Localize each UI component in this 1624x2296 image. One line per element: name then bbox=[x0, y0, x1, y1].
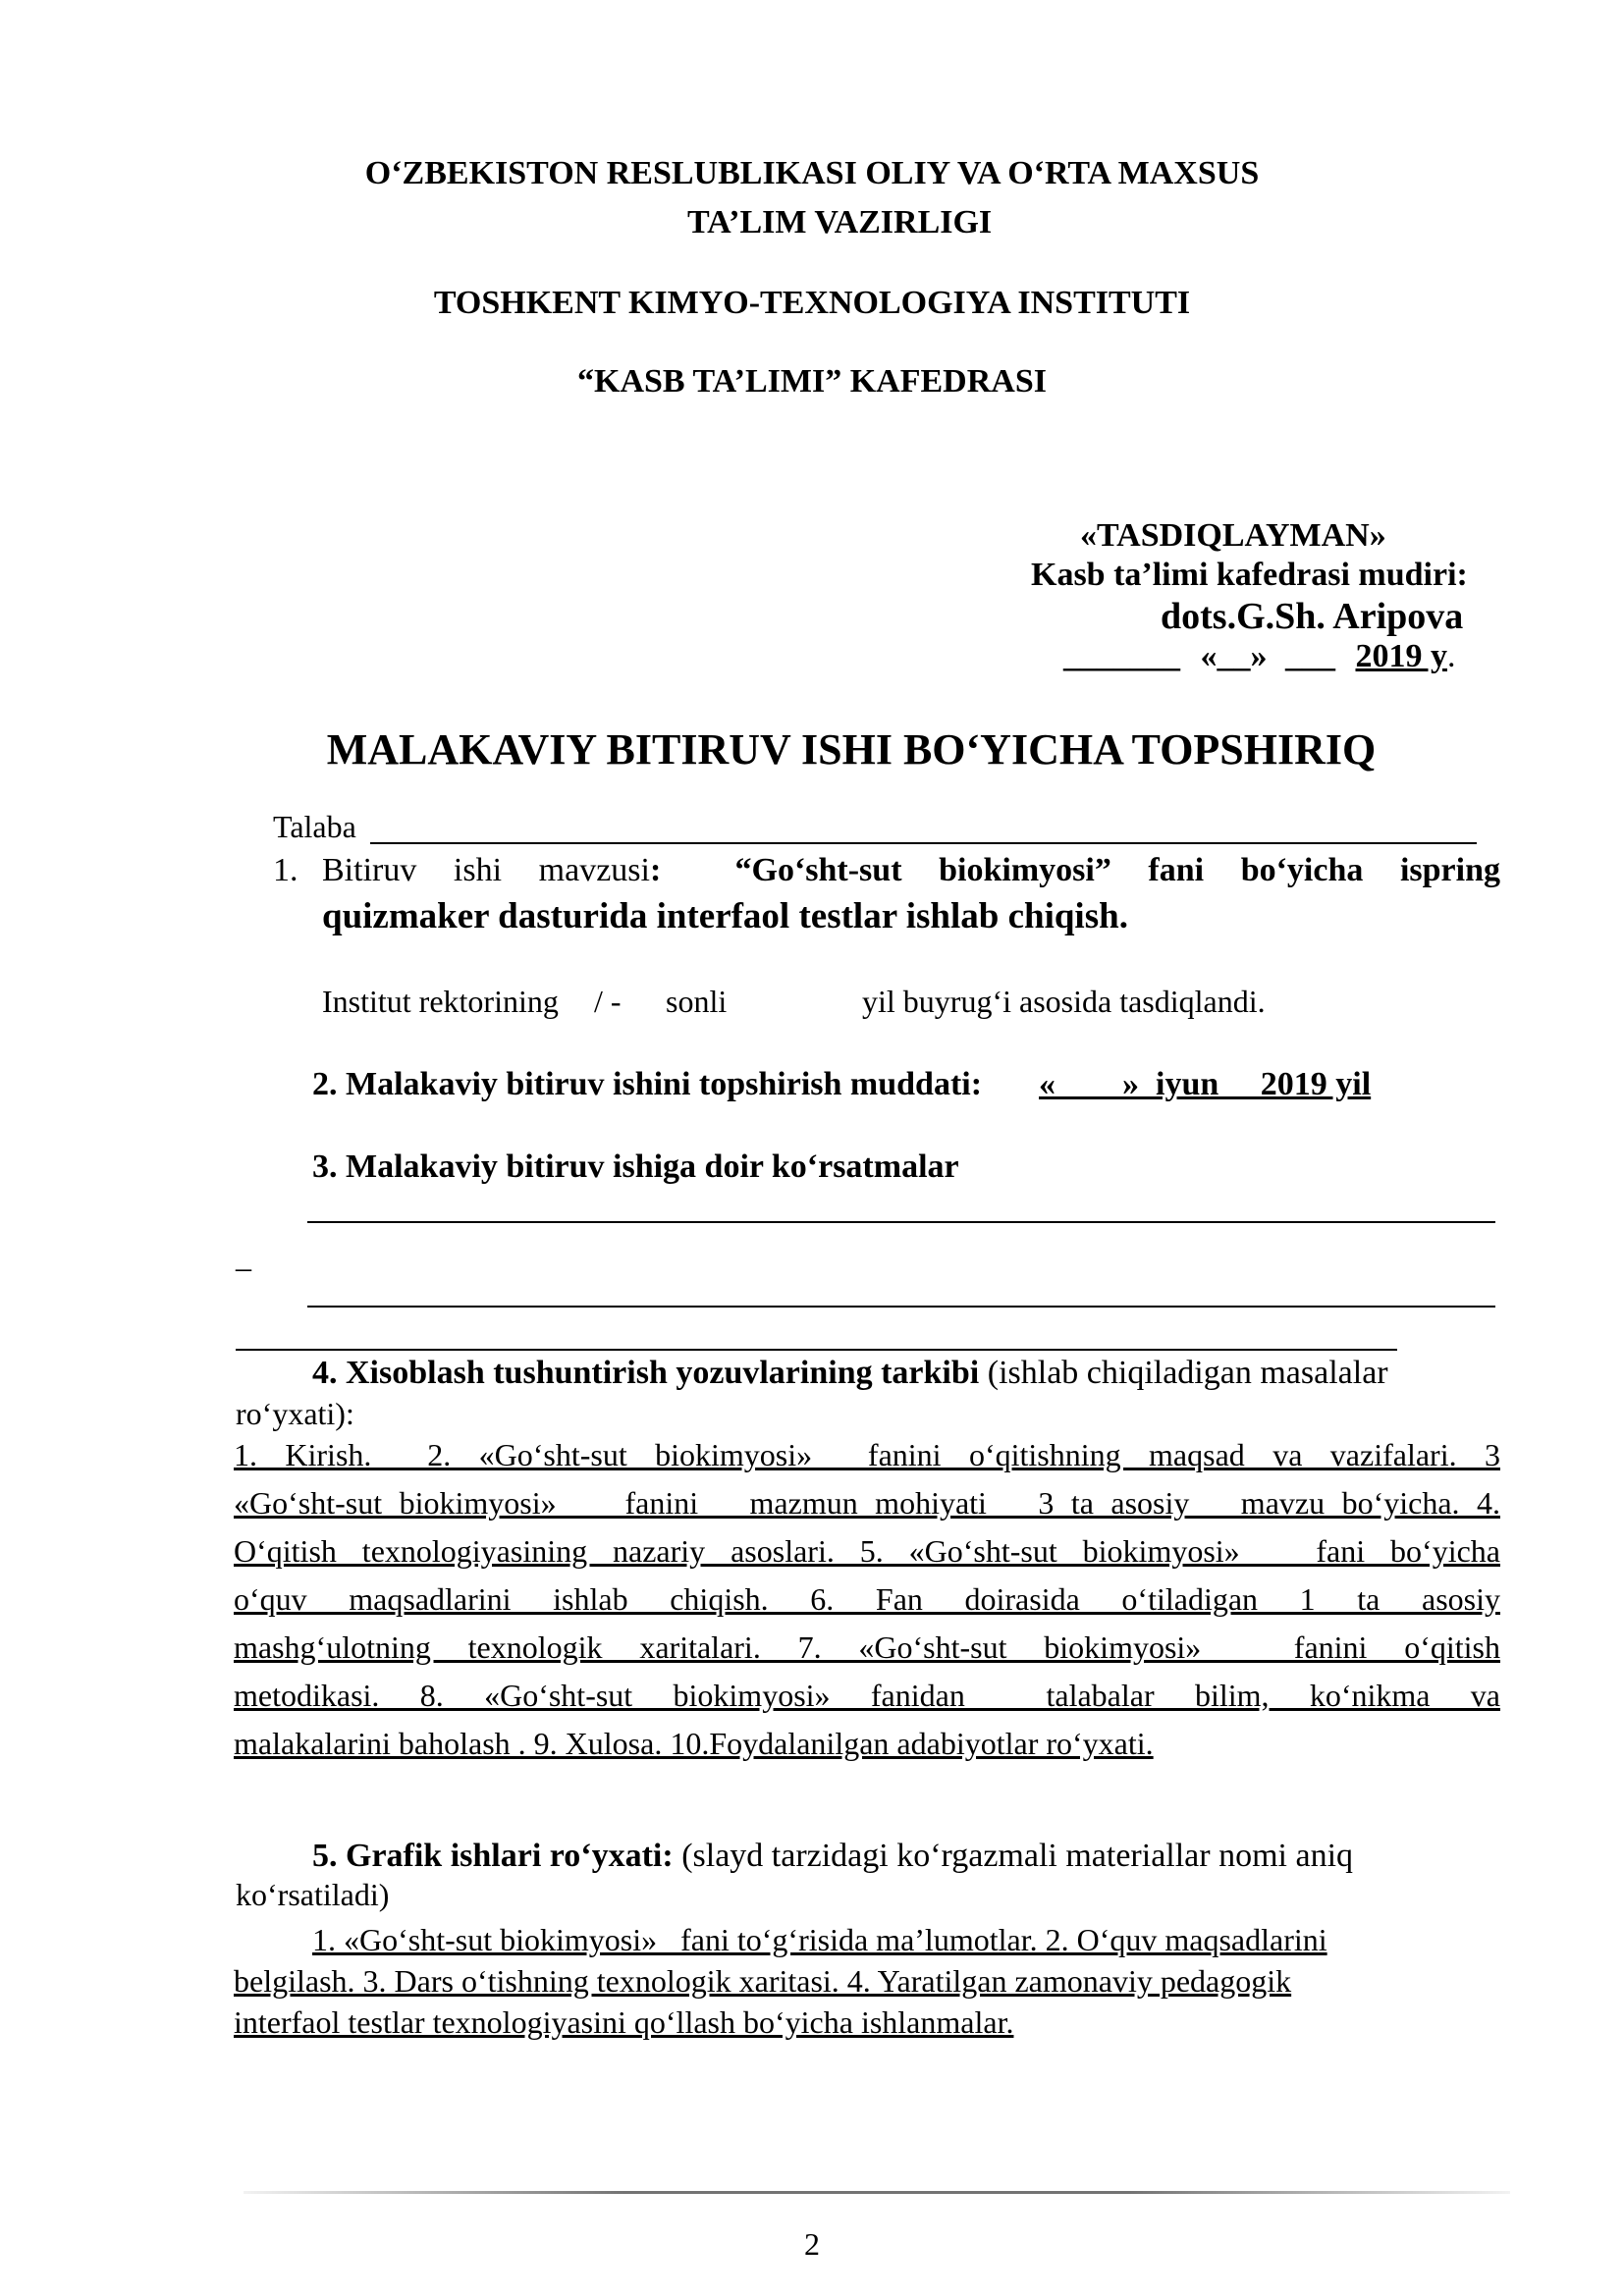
item4-line: mashg‘ulotning texnologik xaritalari. 7. «Go‘sht-sut biokimyosi» fanini o‘qitish bbox=[234, 1629, 1500, 1665]
item5-heading bbox=[312, 1838, 1353, 1875]
ministry-line-1: O‘ZBEKISTON RESLUBLIKASI OLIY VA O‘RTA MAXSUS bbox=[364, 155, 1260, 191]
item5-label: 5. Grafik ishlari ro‘yxati: bbox=[312, 1838, 674, 1874]
item4-content bbox=[234, 1437, 1500, 1774]
item4-note-line2: ro‘yxati): bbox=[236, 1396, 354, 1431]
item3-label: 3. Malakaviy bitiruv ishiga doir ko‘rsatmalar bbox=[312, 1148, 959, 1185]
page-number: 2 bbox=[804, 2226, 820, 2262]
order-text4: yil buyrug‘i asosida tasdiqlandi. bbox=[862, 984, 1266, 1019]
approval-name: dots.G.Sh. Aripova bbox=[1161, 596, 1464, 637]
item4-line: o‘quv maqsadlarini ishlab chiqish. 6. Fan doirasida o‘tiladigan 1 ta asosiy bbox=[234, 1581, 1500, 1617]
item4-note-line1: (ishlab chiqiladigan masalalar bbox=[979, 1355, 1388, 1391]
approval-day-open: « bbox=[1200, 638, 1218, 674]
document-title: MALAKAVIY BITIRUV ISHI BO‘YICHA TOPSHIRIQ bbox=[326, 725, 1377, 774]
item2-label: 2. Malakaviy bitiruv ishini topshirish muddati: bbox=[312, 1066, 983, 1102]
item4-line: 1. Kirish. 2. «Go‘sht-sut biokimyosi» fanini o‘qitishning maqsad va vazifalari. 3 bbox=[234, 1437, 1500, 1472]
item5-line-3 bbox=[234, 2004, 1013, 2041]
instructions-dash: _ bbox=[236, 1239, 251, 1274]
item4-line: «Go‘sht-sut biokimyosi» fanini mazmun mohiyati 3 ta asosiy mavzu bo‘yicha. 4. bbox=[234, 1485, 1500, 1521]
ministry-line-2: TA’LIM VAZIRLIGI bbox=[687, 204, 993, 240]
item1-line1 bbox=[322, 852, 1500, 889]
item4-heading bbox=[312, 1355, 1388, 1392]
item1-topic-line1: “Go‘sht-sut biokimyosi” fani bo‘yicha ispring bbox=[734, 852, 1500, 888]
instructions-line-3 bbox=[236, 1349, 1397, 1351]
item1-topic-line2: quizmaker dasturida interfaol testlar ishlab chiqish. bbox=[322, 896, 1128, 936]
department-name: “KASB TA’LIMI” KAFEDRASI bbox=[577, 363, 1047, 400]
item4-label: 4. Xisoblash tushuntirish yozuvlarining tarkibi bbox=[312, 1355, 980, 1391]
item5-line-1 bbox=[312, 1922, 1327, 1958]
order-text3: sonli bbox=[666, 984, 728, 1019]
item2-deadline: « » iyun 2019 yil bbox=[1039, 1066, 1372, 1102]
footer-rule bbox=[244, 2191, 1510, 2194]
order-text2: / - bbox=[594, 984, 622, 1019]
institute-name: TOSHKENT KIMYO-TEXNOLOGIYA INSTITUTI bbox=[433, 285, 1191, 321]
item5-line: interfaol testlar texnologiyasini qo‘llash bo‘yicha ishlanmalar. bbox=[234, 2004, 1014, 2040]
approval-title: «TASDIQLAYMAN» bbox=[1080, 517, 1386, 554]
student-name-line bbox=[370, 842, 1477, 844]
item4-line: malakalarini baholash . 9. Xulosa. 10.Foydalanilgan adabiyotlar ro‘yxati. bbox=[234, 1726, 1154, 1761]
item1-number: 1. bbox=[273, 852, 298, 888]
approval-year: 2019 y bbox=[1355, 638, 1447, 674]
item5-note-line2: ko‘rsatiladi) bbox=[236, 1877, 390, 1912]
order-text1: Institut rektorining bbox=[322, 984, 559, 1019]
item4-line: O‘qitish texnologiyasining nazariy asoslari. 5. «Go‘sht-sut biokimyosi» fani bo‘yicha bbox=[234, 1533, 1500, 1569]
instructions-line-1 bbox=[307, 1221, 1495, 1223]
approval-month-blank: ___ bbox=[1285, 638, 1335, 674]
item1-label: Bitiruv ishi mavzusi bbox=[322, 852, 650, 888]
item5-line: belgilash. 3. Dars o‘tishning texnologik xaritasi. 4. Yaratilgan zamonaviy pedagogik bbox=[234, 1963, 1292, 1999]
approval-date-blank: _______ bbox=[1063, 638, 1180, 674]
approval-day-blank: __ bbox=[1217, 638, 1251, 674]
item5-note-line1: (slayd tarzidagi ko‘rgazmali materiallar nomi aniq bbox=[673, 1838, 1354, 1874]
approval-date bbox=[1063, 638, 1456, 675]
item5-line: 1. «Go‘sht-sut biokimyosi» fani to‘g‘risida ma’lumotlar. 2. O‘quv maqsadlarini bbox=[312, 1922, 1327, 1957]
item5-line-2 bbox=[234, 1963, 1291, 2000]
approval-day-close: » bbox=[1250, 638, 1268, 674]
instructions-line-2 bbox=[307, 1306, 1495, 1308]
approval-role: Kasb ta’limi kafedrasi mudiri: bbox=[1031, 557, 1468, 593]
item4-line: metodikasi. 8. «Go‘sht-sut biokimyosi» fanidan talabalar bilim, ko‘nikma va bbox=[234, 1678, 1500, 1713]
student-label: Talaba bbox=[273, 809, 356, 844]
approval-date-dot: . bbox=[1447, 638, 1456, 674]
item1-colon: : bbox=[649, 852, 662, 888]
